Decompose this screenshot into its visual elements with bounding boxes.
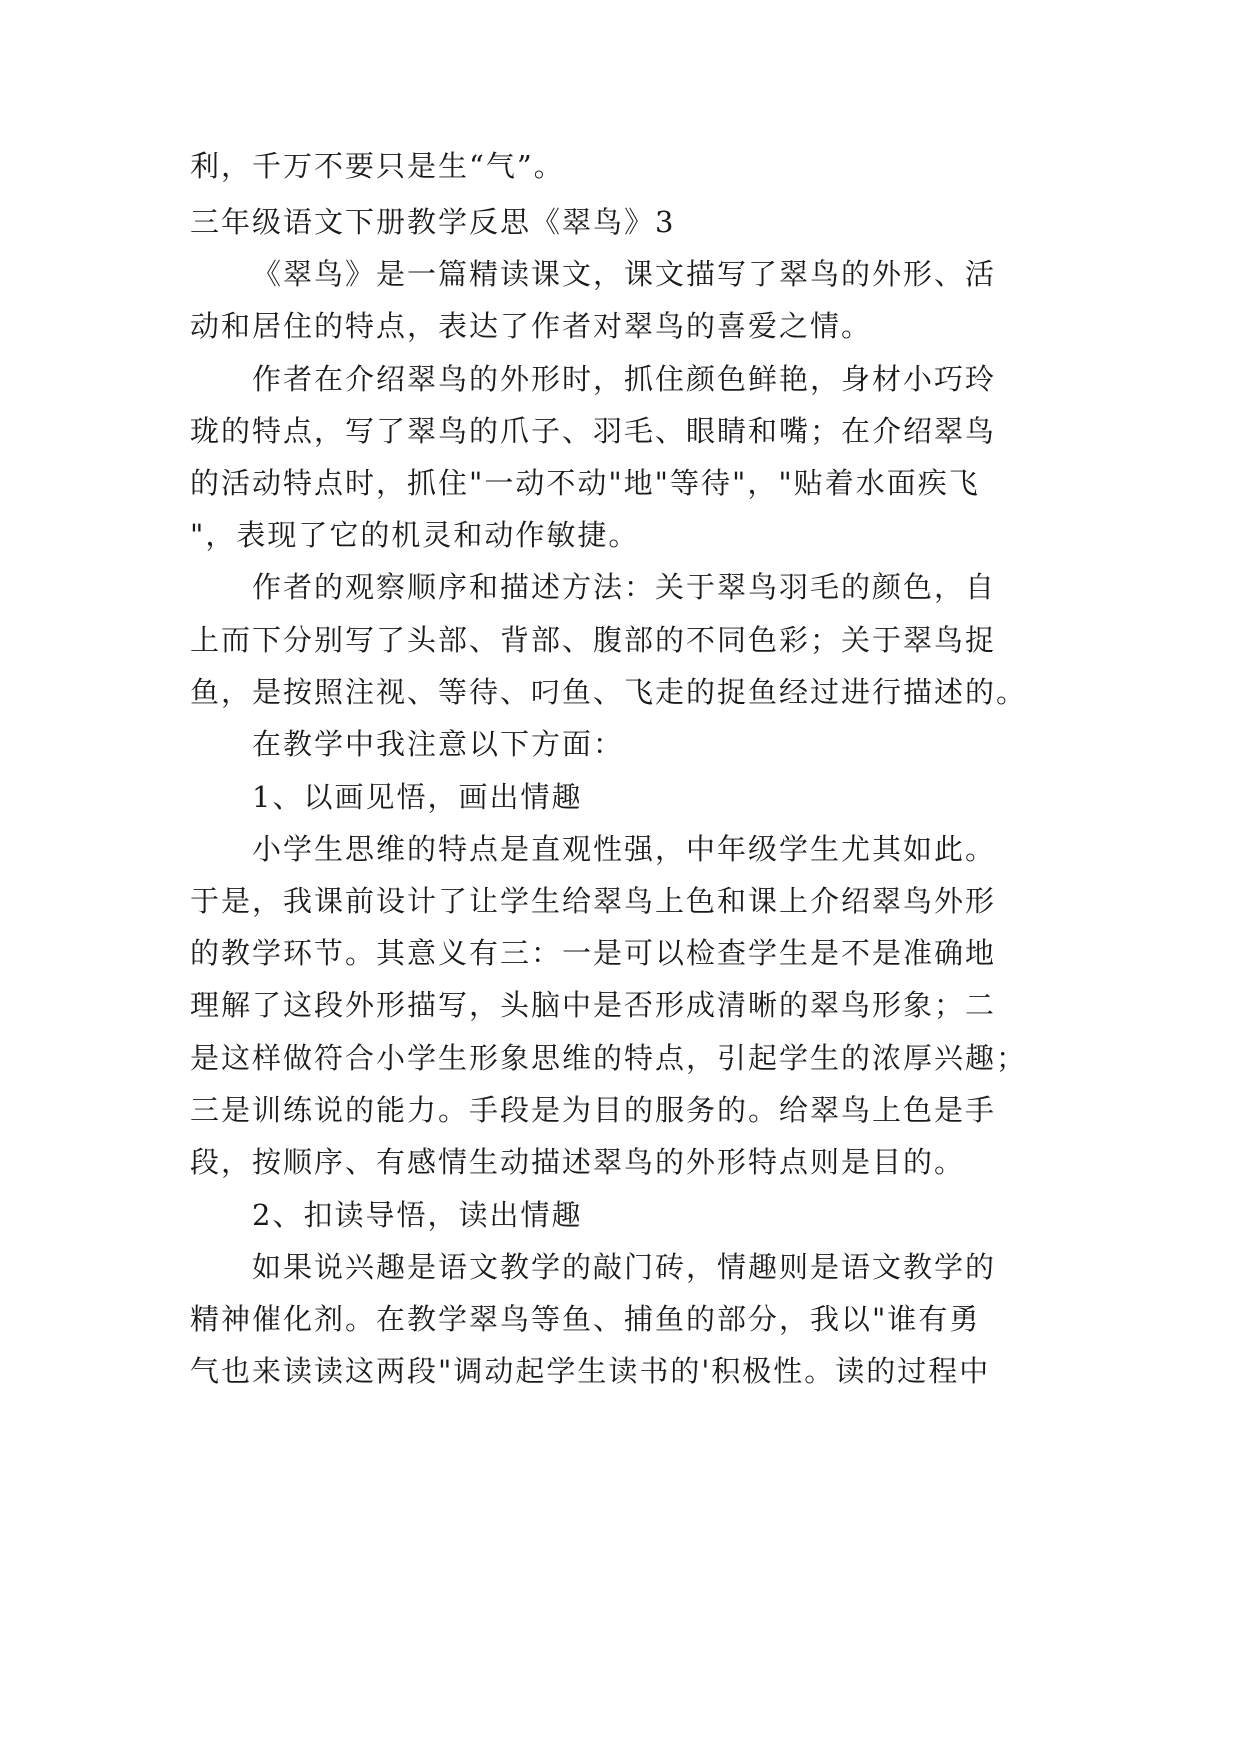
text-line: 精神催化剂。在教学翠鸟等鱼、捕鱼的部分，我以"谁有勇: [190, 1302, 981, 1336]
text-line: 于是，我课前设计了让学生给翠鸟上色和课上介绍翠鸟外形: [190, 884, 997, 918]
subheading: 1、以画见悟，画出情趣: [252, 780, 583, 814]
subheading: 2、扣读导悟，读出情趣: [252, 1198, 583, 1232]
text-line: 段，按顺序、有感情生动描述翠鸟的外形特点则是目的。: [190, 1145, 966, 1179]
text-line: 利，千万不要只是生“气”。: [190, 149, 565, 183]
text-line: 理解了这段外形描写，头脑中是否形成清晰的翠鸟形象；二: [190, 988, 997, 1022]
text-line: 是这样做符合小学生形象思维的特点，引起学生的浓厚兴趣；: [190, 1041, 1028, 1075]
text-line: "，表现了它的机灵和动作敏捷。: [190, 518, 640, 552]
text-line: 如果说兴趣是语文教学的敲门砖，情趣则是语文教学的: [252, 1250, 997, 1284]
text-line: 上而下分别写了头部、背部、腹部的不同色彩；关于翠鸟捉: [190, 623, 997, 657]
text-line: 小学生思维的特点是直观性强，中年级学生尤其如此。: [252, 832, 997, 866]
text-line: 的活动特点时，抓住"一动不动"地"等待"，"贴着水面疾飞: [190, 466, 980, 500]
text-line: 的教学环节。其意义有三：一是可以检查学生是不是准确地: [190, 936, 997, 970]
text-line: 珑的特点，写了翠鸟的爪子、羽毛、眼睛和嘴；在介绍翠鸟: [190, 414, 997, 448]
text-line: 气也来读读这两段"调动起学生读书的'积极性。读的过程中: [190, 1354, 991, 1388]
section-heading: 三年级语文下册教学反思《翠鸟》3: [190, 205, 676, 239]
text-line: 在教学中我注意以下方面：: [252, 727, 625, 761]
text-line: 作者的观察顺序和描述方法：关于翠鸟羽毛的颜色，自: [252, 570, 997, 604]
text-line: 动和居住的特点，表达了作者对翠鸟的喜爱之情。: [190, 309, 873, 343]
text-line: 三是训练说的能力。手段是为目的服务的。给翠鸟上色是手: [190, 1093, 997, 1127]
text-line: 鱼，是按照注视、等待、叼鱼、飞走的捉鱼经过进行描述的。: [190, 675, 1028, 709]
text-line: 作者在介绍翠鸟的外形时，抓住颜色鲜艳，身材小巧玲: [252, 362, 997, 396]
text-line: 《翠鸟》是一篇精读课文，课文描写了翠鸟的外形、活: [252, 257, 997, 291]
